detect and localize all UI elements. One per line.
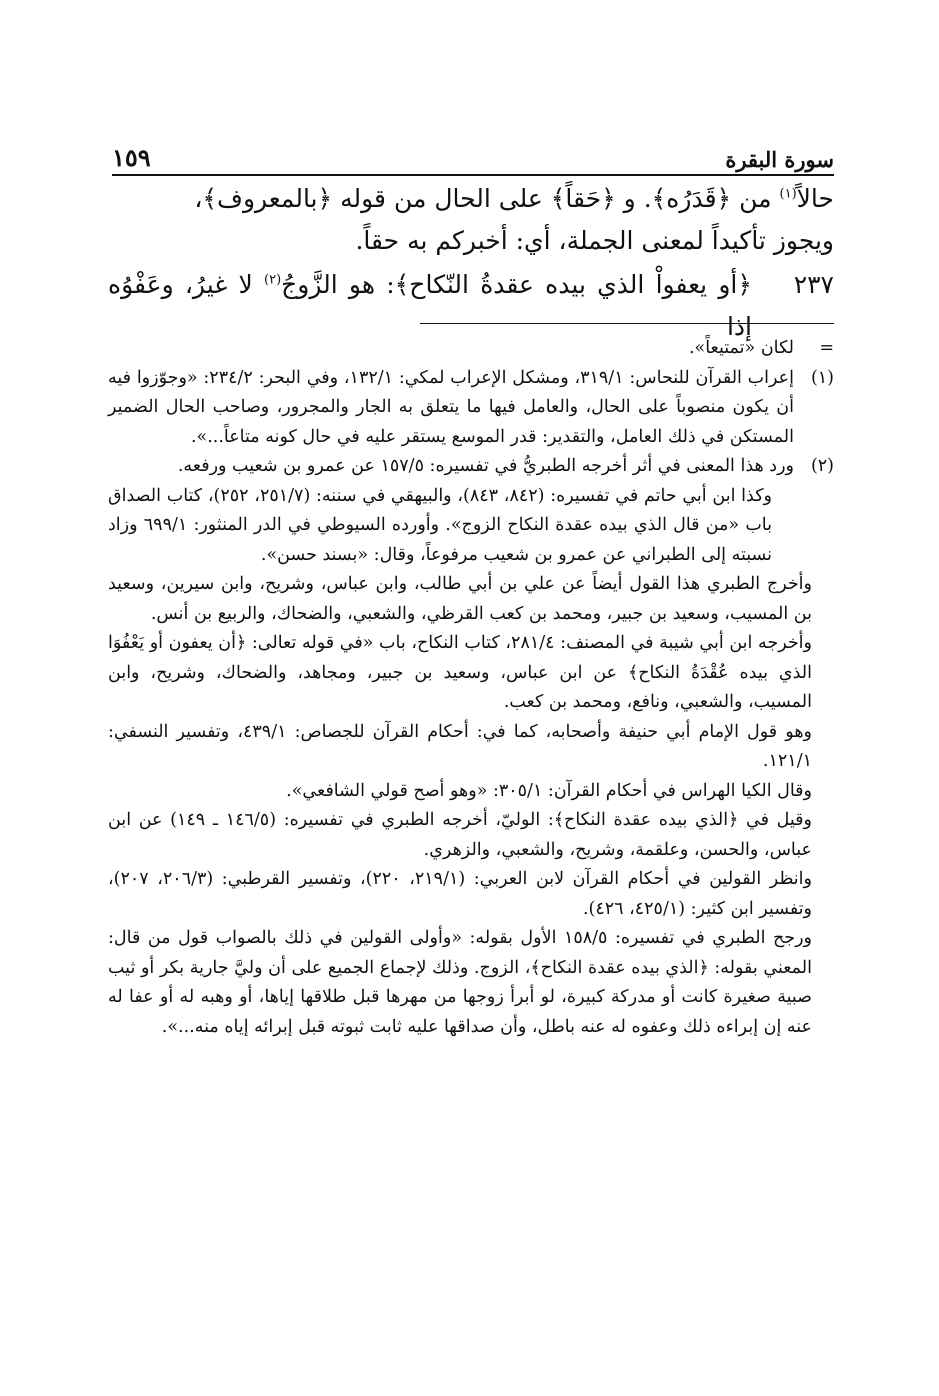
footnote-1-text: إعراب القرآن للنحاس: ٣١٩/١، ومشكل الإعراب لمكي: ١٣٢/١، وفي البحر: ٢٣٤/٢: «وجوّزوا فيه أن يكون منصوباً على الحال، والعامل فيها ما يتعلق به الجار والمجرور، وصاحب الحال الضمير المستكن في ذلك العامل، والتقدير: قدر الموسع يستقر عليه في حال كونه متاعاً...». bbox=[108, 367, 794, 447]
page-number: ١٥٩ bbox=[112, 143, 151, 172]
footnote-2-paragraph: وقيل في ﴿الذي بيده عقدة النكاح﴾: الوليّ، أخرجه الطبري في تفسيره: (١٤٦/٥ ـ ١٤٩) عن ابن عباس، والحسن، وعلقمة، وشريح، والشعبي، والزهري. bbox=[108, 810, 812, 860]
main-line-1 bbox=[108, 178, 834, 220]
footnote-ref-2: (٢) bbox=[264, 272, 282, 288]
footnote-2 bbox=[108, 452, 834, 570]
main-line-2: ويجوز تأكيداً لمعنى الجملة، أي: أخبركم به حقاً. bbox=[355, 226, 834, 255]
footnote-2-body bbox=[108, 452, 794, 570]
verse-text-a: ﴿أو يعفواْ الذي بيده عقدةُ النّكاح﴾: هو الزَّوجُ bbox=[281, 270, 752, 299]
footnote-1-mark: (١) bbox=[810, 367, 834, 388]
main-line-1-start: حالاً bbox=[796, 184, 834, 213]
footnote-2-paragraph: وكذا ابن أبي حاتم في تفسيره: (٨٤٢، ٨٤٣)، والبيهقي في سننه: (٢٥١/٧، ٢٥٢)، كتاب الصداق باب «من قال الذي بيده عقدة النكاح الزوج». وأورده السيوطي في الدر المنثور: ٦٩٩/١ وزاد نسبته إلى الطبراني عن عمرو بن شعيب مرفوعاً، وقال: «بسند حسن». bbox=[108, 485, 773, 565]
footnote-2-paragraph: وانظر القولين في أحكام القرآن لابن العربي: (٢١٩/١، ٢٢٠)، وتفسير القرطبي: (٢٠٦/٣، ٢٠٧)، وتفسير ابن كثير: (٤٢٥/١، ٤٢٦). bbox=[108, 869, 812, 919]
footnote-1 bbox=[108, 364, 834, 453]
footnote-2-paragraph: ورجح الطبري في تفسيره: ١٥٨/٥ الأول بقوله: «وأولى القولين في ذلك بالصواب قول من قال: المعني بقوله: ﴿الذي بيده عقدة النكاح﴾، الزوج. وذلك لإجماع الجميع على أن وليَّ جارية بكر أو ثيب صبية صغيرة كانت أو مدركة كبيرة، لو أبرأ زوجها من مهرها قبل طلاقها إياها، أو وهبه له أو عفا له عنه إن إبراءه ذلك وعفوه له عنه باطل، وأن صداقها عليه ثابت ثبوته قبل إبرائه إياه منه...». bbox=[108, 928, 812, 1037]
verse-number: ٢٣٧ bbox=[793, 270, 834, 299]
footnote-2-mark: (٢) bbox=[810, 456, 834, 476]
footnote-continuation bbox=[108, 334, 834, 364]
page-header bbox=[112, 136, 834, 172]
verse-text-b: لا غيرُ، وعَفْوُه إذا bbox=[108, 270, 752, 341]
footnote-2-paragraph: وأخرجه ابن أبي شيبة في المصنف: ٢٨١/٤، كتاب النكاح، باب «في قوله تعالى: ﴿أن يعفون أو يَعْفُوَا الذي بيده عُقْدَةُ النكاح﴾ عن ابن عباس، وسعيد بن جبير، ومجاهد، والضحاك، وشريح، وابن المسيب، والشعبي، ونافع، ومحمد بن كعب. bbox=[108, 633, 812, 712]
continuation-mark: = bbox=[819, 338, 834, 358]
footnote-ref-1: (١) bbox=[779, 186, 797, 202]
footnote-2-paragraph: وهو قول الإمام أبي حنيفة وأصحابه، كما في: أحكام القرآن للجصاص: ٤٣٩/١، وتفسير النسفي: ١٢١/١. bbox=[108, 721, 812, 771]
footnote-2-paragraph: وقال الكيا الهراس في أحكام القرآن: ٣٠٥/١: «وهو أصح قولي الشافعي». bbox=[286, 780, 812, 801]
continuation-text: لكان «تمتيعاً». bbox=[688, 338, 794, 358]
footnote-rule bbox=[420, 323, 834, 324]
main-line-1-rest: من ﴿قَدَرُه﴾. و ﴿حَقاً﴾ على الحال من قوله ﴿بالمعروف﴾، bbox=[194, 184, 780, 213]
header-rule bbox=[112, 174, 834, 176]
footnote-2-paragraph: وأخرج الطبري هذا القول أيضاً عن علي بن أبي طالب، وابن عباس، وشريح، وابن سيرين، وسعيد بن المسيب، وسعيد بن جبير، ومحمد بن كعب القرظي، والشعبي، والضحاك، والربيع بن أنس. bbox=[108, 574, 812, 624]
surah-title: سورة البقرة bbox=[725, 147, 834, 172]
footnotes bbox=[108, 334, 834, 1042]
footnote-2-paragraph: ورد هذا المعنى في أثر أخرجه الطبريُّ في تفسيره: ١٥٧/٥ عن عمرو بن شعيب ورفعه. bbox=[177, 456, 794, 476]
